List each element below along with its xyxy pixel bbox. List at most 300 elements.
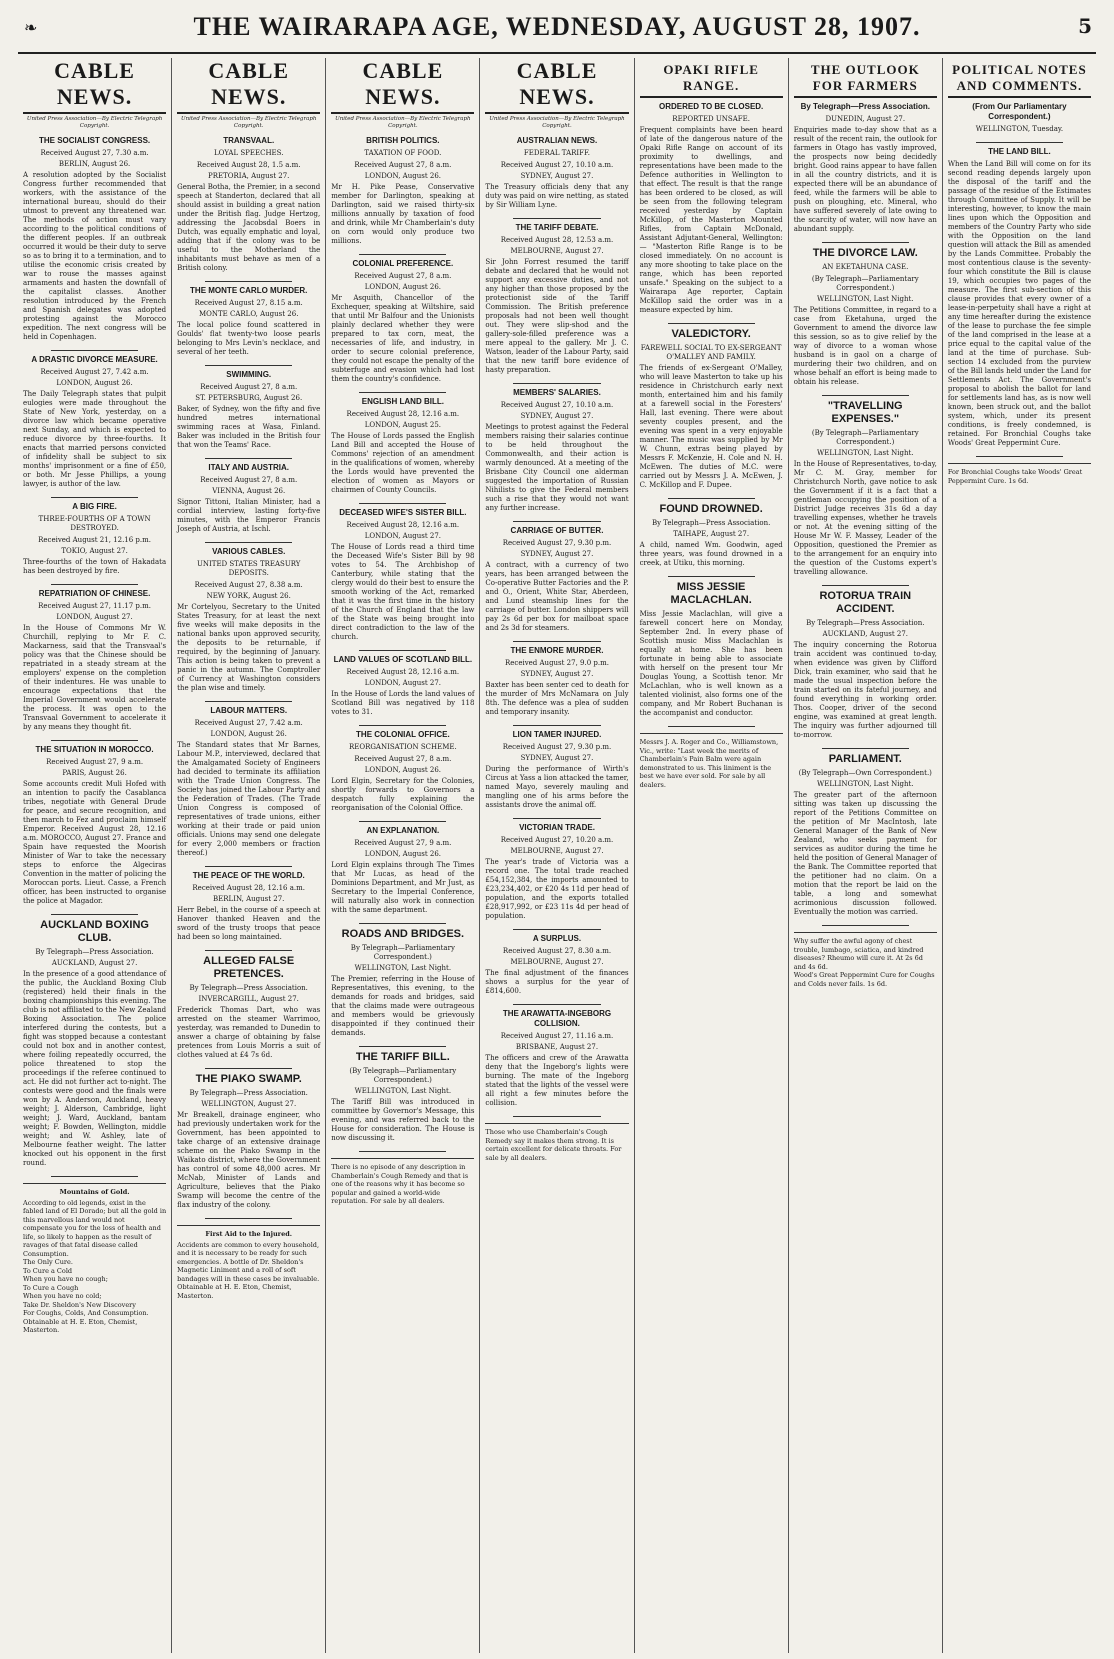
- article: [640, 581, 783, 718]
- article: [331, 397, 474, 495]
- article-divider: [976, 142, 1063, 143]
- article-headline: By Telegraph—Press Association.: [800, 102, 930, 111]
- article-body: The inquiry concerning the Rotorua train accident was continued to-day, when evidence was given by Clifford Dick, train examiner, who said that he made the usual inspection before the train started on its fateful journey, and found everything in working order. Thos. Cooper, driver of the second engine, was examined at great length. The inquiry was further adjourned till to-morrow.: [793, 641, 937, 739]
- article-dateline: SYDNEY, August 27.: [520, 550, 594, 558]
- newspaper-title: THE WAIRARAPA AGE, WEDNESDAY, AUGUST 28, 1907.: [193, 12, 921, 41]
- article-body: In the House of Commons Mr W. Churchill, replying to Mr F. C. Mackarness, said that the Transvaal's policy was that the Chinese should be repatriated in a steady stream at the employers' expense on the completion of their indentures. He was unable to encourage expectations that the Imperial Government would accelerate the process. It was open to the Transvaal Government to accelerate it by any means they thought fit.: [23, 624, 167, 731]
- advertisement-line: For Bronchial Coughs take Woods' Great Peppermint Cure. 1s 6d.: [947, 468, 1083, 485]
- article-body: Herr Bebel, in the course of a speech at Hanover thanked Heaven and the sword of the trusty troops that peace had been so long maintained.: [177, 906, 321, 941]
- article-headline: VALEDICTORY.: [671, 328, 751, 340]
- article-divider: [51, 497, 138, 498]
- article: [485, 646, 628, 717]
- article-received-line: By Telegraph—Parliamentary Correspondent.): [350, 944, 455, 961]
- article: [331, 259, 474, 384]
- advertisement: [177, 1225, 320, 1300]
- article-body: The Standard states that Mr Barnes, Labour M.P., interviewed, declared that the Amalgamated Society of Engineers had decided to terminate its affiliation with the Trade Union Congress. The Society has joined the Labour Party and the Federation of Trades. (The Trade Union Congress is composed of representatives of trade unions, either working at their trade or paid union officials. Unions may send one delegate for every 2,000 members or fraction thereof.): [177, 741, 321, 857]
- article-headline: VARIOUS CABLES.: [212, 547, 286, 556]
- article-headline: A BIG FIRE.: [72, 502, 117, 511]
- article-divider: [359, 821, 446, 822]
- article-divider: [513, 218, 600, 219]
- article: [177, 955, 320, 1060]
- article-divider: [205, 542, 292, 543]
- article-body: Three-fourths of the town of Hakadata has been destroyed by fire.: [23, 558, 167, 575]
- article-body: Lord Elgin, Secretary for the Colonies, shortly forwards to Governors a despatch fully explaining the reorganisation of the Colonial Office.: [331, 777, 475, 812]
- article-body: A resolution adopted by the Socialist Congress further recommended that workers, with the assistance of the international bureau, should do their utmost to prevent any threatened war. The methods of action must vary according to the political conditions of the different peoples. If an outbreak occurred it would be their duty to serve so as to bring it to a termination, and to utilise the economic crisis created by war to rouse the masses against armaments and hasten the downfall of the capitalist classes. Another resolution introduced by the French and Spanish delegates was adopted protesting against the Morocco expedition. The next congress will be held in Copenhagen.: [23, 171, 167, 341]
- article-received-line: By Telegraph—Press Association.: [189, 1089, 308, 1097]
- article-headline: (From Our Parliamentary Correspondent.): [972, 102, 1067, 121]
- advertisement-line: To Cure a Cough: [23, 1283, 79, 1292]
- article-dateline: LONDON, August 26.: [210, 730, 287, 738]
- article-headline: "TRAVELLING EXPENSES.": [827, 400, 903, 425]
- article-body: During the performance of Wirth's Circus at Yass a lion attacked the tamer, named Mayo, severely mauling and mangling one of his arms before the assistants drove the animal off.: [485, 765, 629, 809]
- article-body: Mr H. Pike Pease, Conservative member for Darlington, speaking at Darlington, said we raised thirty-six millions annually by taxation of food and drink, while Mr Chamberlain's duty on corn would only produce two millions.: [331, 183, 475, 245]
- article-received-line: Received August 27, 7.30 a.m.: [40, 149, 149, 157]
- column-credit: United Press Association—By Electric Telegraph Copyright.: [26, 116, 163, 129]
- article-divider: [668, 576, 755, 577]
- column-heading: CABLE NEWS.: [485, 58, 628, 114]
- article-headline: AUCKLAND BOXING CLUB.: [40, 919, 149, 944]
- article-dateline: LONDON, August 27.: [56, 613, 133, 621]
- article-headline: ROTORUA TRAIN ACCIDENT.: [819, 590, 912, 615]
- article: [485, 223, 628, 375]
- article-body: Miss Jessie Maclachlan, will give a farewell concert here on Monday, September 2nd. In every phase of Scottish music Miss Maclachlan is equally at home. She has been fortunate in being able to associate with herself on the present tour Mr Douglas Young, a Scottish tenor. Mr McLachlan, who is well known as a talented violinist, also forms one of the company, and Mr Robert Buchanan is the accompanist and conductor.: [639, 610, 783, 717]
- article-headline: BRITISH POLITICS.: [366, 136, 440, 145]
- article-headline: THE TARIFF BILL.: [355, 1051, 450, 1063]
- article-received-line: Received August 27, 8 a.m.: [354, 161, 452, 169]
- article-received-line: Received August 27, 9.0 p.m.: [504, 659, 609, 667]
- article-headline: THE ARAWATTA-INGEBORG COLLISION.: [502, 1009, 612, 1028]
- article-headline: THE PIAKO SWAMP.: [195, 1073, 302, 1085]
- article-received-line: Received August 27, 9 a.m.: [354, 839, 452, 847]
- article-divider: [205, 1068, 292, 1069]
- advertisement-title: Mountains of Gold.: [59, 1188, 130, 1196]
- advertisement-line: The Only Cure.: [23, 1258, 73, 1266]
- article-headline: LABOUR MATTERS.: [210, 706, 288, 715]
- article-divider: [359, 1046, 446, 1047]
- article-body: The friends of ex-Sergeant O'Malley, who will leave Masterton to take up his residence in Christchurch early next month, entertained him and his family at a farewell social in the Foresters' Hall, last evening. There were about seventy couples present, and the evening was spent in a very enjoyable manner. The music was supplied by Mr W. Chunn, extras being played by Messrs F. McKenzie, H. Cole and N. H. McEwen. The duties of M.C. were carried out by Messrs J. A. McEwen, J. C. McKillop and F. Dupee.: [639, 364, 783, 489]
- article-body: Mr Cortelyou, Secretary to the United States Treasury, for at least the next five weeks will make deposits in the national banks upon approved security, the deposits to be returnable, if required, by the beginning of January. This action is being taken to prevent a panic in the autumn. The Comptroller of Currency at Washington considers the plan wise and timely.: [177, 603, 321, 692]
- article-dateline: WELLINGTON, Last Night.: [354, 1087, 452, 1095]
- article: [177, 136, 320, 273]
- article-body: Lord Elgin explains through The Times that Mr Lucas, as head of the Dominions Department, and Mr Just, as Secretary to the Imperial Conference, will naturally also work in connection with the same department.: [331, 861, 475, 914]
- article-body: Meetings to protest against the Federal members raising their salaries continue to be held throughout the Commonwealth, and their action is warmly denounced. At a meeting of the Brisbane City Council one alderman suggested the importation of Russian Nihilists to give the Federal members such a rise that they would not want any further increase.: [485, 423, 629, 512]
- article-dateline: SYDNEY, August 27.: [520, 754, 594, 762]
- article-subheadline: AN EKETAHUNA CASE.: [822, 263, 909, 271]
- article-subheadline: REPORTED UNSAFE.: [672, 115, 750, 123]
- article-body: In the House of Representatives, to-day, Mr C. M. Gray, member for Christchurch North, gave notice to ask the Government if it is a fact that a gentleman occupying the position of a District Judge receives 31s 6d a day travelling expenses, whether he travels or not. At the evening sitting of the House Mr W. F. Massey, Leader of the Opposition, questioned the Premier as to the arrangement for an enquiry into the question of the Customs expert's travelling allowance.: [793, 460, 937, 576]
- article-body: The Petitions Committee, in regard to a case from Eketahuna, urged the Government to amend the divorce law this session, so as to give relief by the way of divorce to a woman whose husband is in gaol on a charge of murdering their two children, and on whose behalf an effort is being made to obtain his release.: [793, 306, 937, 386]
- column-6: [789, 58, 943, 1653]
- article-divider: [668, 498, 755, 499]
- article-headline: COLONIAL PREFERENCE.: [352, 259, 454, 268]
- article: [485, 730, 628, 810]
- column-credit: United Press Association—By Electric Telegraph Copyright.: [180, 116, 317, 129]
- article-subheadline: FAREWELL SOCIAL TO EX-SERGEANT O'MALLEY AND FAMILY.: [640, 344, 782, 361]
- article-body: Some accounts credit Muli Hofed with an intention to pacify the Casablanca tribes, negotiate with General Drude for peace, and secure recognition, and then march to Fez and proclaim himself Emperor. Received August 28, 12.16 a.m. MOROCCO, August 27. France and Spain have requested the Moorish Minister of War to take the necessary steps to enforce the Algeciras Convention in the matter of policing the Moroccan ports. Lieut. Casse, a French officer, has been instructed to organise the police at Magador.: [23, 780, 167, 905]
- article: [177, 463, 320, 534]
- article-divider: [205, 281, 292, 282]
- article-headline: THE SOCIALIST CONGRESS.: [39, 136, 151, 145]
- article-divider: [51, 350, 138, 351]
- article-received-line: Received August 27, 8 a.m.: [200, 476, 298, 484]
- article-received-line: Received August 27, 7.42 a.m.: [40, 368, 149, 376]
- article: [331, 1051, 474, 1143]
- article-divider: [205, 1218, 292, 1219]
- article-body: The final adjustment of the finances shows a surplus for the year of £814,600.: [485, 969, 629, 995]
- article: [485, 1009, 628, 1108]
- column-heading: THE OUTLOOK FOR FARMERS: [794, 58, 937, 98]
- advertisement-line: When you have no cough;: [23, 1275, 108, 1283]
- article-received-line: Received August 28, 12.53 a.m.: [500, 236, 614, 244]
- article: [948, 102, 1091, 134]
- article: [177, 370, 320, 450]
- article-body: The local police found scattered in Goulds' flat twenty-two loose pearls belonging to Mrs Levin's necklace, and several of her teeth.: [177, 321, 321, 356]
- article-received-line: Received August 28, 12.16 a.m.: [346, 521, 460, 529]
- article: [177, 706, 320, 858]
- article-body: Signor Tittoni, Italian Minister, had a cordial interview, lasting forty-five minutes, with the Emperor Francis Joseph of Austria, at Ischl.: [177, 498, 321, 533]
- article-subheadline: FEDERAL TARIFF.: [523, 149, 591, 157]
- article-headline: LION TAMER INJURED.: [512, 730, 602, 739]
- article-received-line: Received August 28, 12.16 a.m.: [192, 884, 305, 892]
- article-headline: THE TARIFF DEBATE.: [515, 223, 599, 232]
- article: [640, 503, 783, 568]
- article-dateline: WELLINGTON, Last Night.: [817, 295, 914, 303]
- advertisement: [485, 1123, 628, 1162]
- article-body: In the House of Lords the land values of Scotland Bill was negatived by 118 votes to 31.: [331, 690, 475, 716]
- column-heading: OPAKI RIFLE RANGE.: [640, 58, 783, 98]
- article: [23, 919, 166, 1168]
- article-divider: [205, 365, 292, 366]
- article-dateline: LONDON, August 25.: [364, 421, 441, 429]
- article-dateline: BRISBANE, August 27.: [515, 1043, 599, 1051]
- article-dateline: WELLINGTON, August 27.: [201, 1100, 297, 1108]
- article-received-line: Received August 28, 1.5 a.m.: [196, 161, 301, 169]
- article-dateline: LONDON, August 26.: [364, 172, 441, 180]
- article-divider: [359, 725, 446, 726]
- article: [640, 328, 783, 490]
- article-divider: [976, 456, 1063, 457]
- column-credit: United Press Association—By Electric Telegraph Copyright.: [489, 116, 625, 129]
- article-received-line: (By Telegraph—Parliamentary Correspondent.): [811, 275, 919, 292]
- article: [485, 526, 628, 633]
- article-dateline: MELBOURNE, August 27.: [510, 958, 604, 966]
- advertisement-line: Messrs J. A. Roger and Co., Williamstown, Vic., write: "Last week the merits of Chamberlain's Pain Balm were again demonstrated to us. This liniment is the best we have ever sold. For sale by all dealers.: [639, 738, 779, 789]
- article-dateline: WELLINGTON, Last Night.: [817, 449, 914, 457]
- article-divider: [359, 392, 446, 393]
- article-received-line: Received August 28, 12.16 a.m.: [346, 410, 460, 418]
- article-headline: THE COLONIAL OFFICE.: [356, 730, 450, 739]
- article: [331, 655, 474, 717]
- article-headline: THE DIVORCE LAW.: [812, 247, 918, 259]
- article-headline: MISS JESSIE MACLACHLAN.: [670, 581, 752, 606]
- article-divider: [359, 1151, 446, 1152]
- article-divider: [51, 1176, 138, 1177]
- article-divider: [205, 950, 292, 951]
- article: [794, 590, 937, 740]
- article-dateline: MELBOURNE, August 27.: [510, 847, 604, 855]
- article-dateline: LONDON, August 26.: [364, 850, 441, 858]
- article: [23, 589, 166, 732]
- column-3: [326, 58, 480, 1653]
- advertisement-line: Accidents are common to every household, and it is necessary to be ready for such emergencies. A bottle of Dr. Sheldon's Magnetic Liniment and a roll of soft bandages will in these cases be invaluable.: [177, 1240, 320, 1283]
- article-divider: [51, 914, 138, 915]
- article-headline: REPATRIATION OF CHINESE.: [38, 589, 151, 598]
- article-divider: [822, 748, 909, 749]
- article-dateline: DUNEDIN, August 27.: [825, 115, 906, 123]
- article: [23, 355, 166, 489]
- article-dateline: WELLINGTON, Last Night.: [817, 780, 914, 788]
- article: [331, 730, 474, 813]
- article-received-line: Received August 27, 10.10 a.m.: [500, 401, 614, 409]
- article: [485, 934, 628, 996]
- article-headline: DECEASED WIFE'S SISTER BILL.: [339, 508, 467, 517]
- article-headline: CARRIAGE OF BUTTER.: [510, 526, 604, 535]
- article-dateline: TOKIO, August 27.: [61, 547, 128, 555]
- article-received-line: Received August 28, 12.16 a.m.: [346, 668, 460, 676]
- column-heading: CABLE NEWS.: [23, 58, 166, 114]
- advertisement-line: There is no episode of any description in Chamberlain's Cough Remedy and that is one of the reasons why it has become so popular and gained a world-wide reputation. For sale by all dealers.: [331, 1163, 469, 1205]
- advertisement: [331, 1158, 474, 1206]
- article-dateline: AUCKLAND, August 27.: [51, 959, 138, 967]
- article-received-line: By Telegraph—Press Association.: [806, 619, 925, 627]
- article-headline: LAND VALUES OF SCOTLAND BILL.: [333, 655, 473, 664]
- article-dateline: PARIS, August 26.: [62, 769, 127, 777]
- article-dateline: VIENNA, August 26.: [212, 487, 286, 495]
- article-headline: TRANSVAAL.: [223, 136, 275, 145]
- advertisement-line: According to old legends, exist in the fabled land of El Dorado; but all the gold in this marvellous land would not compensate you for the loss of health and life, so likely to happen as the result of ravages of that fatal disease called Consumption.: [23, 1198, 167, 1258]
- article: [331, 136, 474, 246]
- advertisement: [640, 733, 783, 789]
- article-dateline: BERLIN, August 27.: [213, 895, 285, 903]
- article-body: Frederick Thomas Dart, who was arrested on the steamer Warrimoo, yesterday, was remanded to Dunedin to answer a charge of obtaining by false pretences from Louis Morris a suit of clothes valued at £4 7s 6d.: [177, 1006, 321, 1059]
- article-received-line: Received August 27, 9.30 p.m.: [502, 539, 612, 547]
- article-divider: [359, 503, 446, 504]
- article-divider: [822, 242, 909, 243]
- advertisement-line: Obtainable at H. E. Eton, Chemist, Masterton.: [23, 1317, 138, 1334]
- article-received-line: Received August 27, 9 a.m.: [46, 758, 144, 766]
- article-received-line: Received August 21, 12.16 p.m.: [38, 536, 152, 544]
- article-dateline: LONDON, August 27.: [364, 532, 441, 540]
- masthead: [18, 2, 1096, 54]
- article-headline: ORDERED TO BE CLOSED.: [658, 102, 764, 111]
- article-headline: MEMBERS' SALARIES.: [513, 388, 601, 397]
- article-body: The Tariff Bill was introduced in committee by Governor's Message, this evening, and was referred back to the House for consideration. The House is now discussing it.: [331, 1098, 475, 1142]
- masthead-ornament: ❧: [24, 18, 38, 37]
- article: [331, 826, 474, 915]
- article-divider: [513, 641, 600, 642]
- article-divider: [513, 1116, 600, 1117]
- article: [485, 388, 628, 513]
- article-received-line: Received August 27, 11.17 p.m.: [38, 602, 152, 610]
- column-heading: CABLE NEWS.: [331, 58, 474, 114]
- article-headline: AN EXPLANATION.: [366, 826, 440, 835]
- article-dateline: BERLIN, August 26.: [58, 160, 131, 168]
- article-headline: ITALY AND AUSTRIA.: [208, 463, 290, 472]
- advertisement-line: Obtainable at H. E. Eton, Chemist, Masterton.: [177, 1283, 292, 1300]
- advertisement: [794, 932, 937, 988]
- article-received-line: Received August 27, 8 a.m.: [200, 383, 298, 391]
- article: [948, 147, 1091, 448]
- advertisement-line: Why suffer the awful agony of chest trouble, lumbago, sciatica, and kindred diseases? Rheumo will cure it. At 2s 6d and 4s 6d.: [793, 937, 924, 971]
- article-headline: THE MONTE CARLO MURDER.: [190, 286, 308, 295]
- article-headline: THE PEACE OF THE WORLD.: [192, 871, 305, 880]
- article-dateline: MONTE CARLO, August 26.: [198, 310, 299, 318]
- article-body: Enquiries made to-day show that as a result of the recent rain, the outlook for farmers in Otago has vastly improved, the prospects now being decidedly bright. Good rains appear to have fallen in all the country districts, and it is expected there will be an abundance of feed, while the farmers will be able to push on ploughing, etc. Mineral, who have suffered severely of late owing to the scarcity of water, will now have an abundant supply.: [793, 126, 937, 233]
- article-headline: A DRASTIC DIVORCE MEASURE.: [31, 355, 158, 364]
- article-body: Frequent complaints have been heard of late of the dangerous nature of the Opaki Rifle Range on account of its proximity to dwellings, and representations have been made to the Defence authorities in Wellington to that effect. The result is that the range has been ordered to be closed, as will be seen from the following telegram received yesterday by Captain McKillop, of the Masterton Mounted Rifles, from Captain McDonald, Assistant Adjutant-General, Wellington:— "Masterton Rifle Range is to be closed immediately. On no account is any more shooting to take place on the range, which has been reported unsafe." Speaking on the subject to a Wairarapa Age reporter, Captain McKillop said the order was in a measure expected by him.: [639, 126, 783, 314]
- article-received-line: Received August 27, 8.30 a.m.: [502, 947, 612, 955]
- article-divider: [513, 725, 600, 726]
- article-headline: FOUND DROWNED.: [659, 503, 763, 515]
- article-dateline: SYDNEY, August 27.: [520, 172, 594, 180]
- article-received-line: Received August 27, 8 a.m.: [354, 272, 452, 280]
- article-divider: [51, 740, 138, 741]
- article: [177, 286, 320, 357]
- article-subheadline: THREE-FOURTHS OF A TOWN DESTROYED.: [38, 515, 151, 532]
- article: [23, 502, 166, 576]
- article-body: The House of Lords read a third time the Deceased Wife's Sister Bill by 98 votes to 54. The Archbishop of Canterbury, while stating that the clergy would do their best to ensure the smooth working of the Act, remarked that it was the first time in the history of the Church of England that the law of the State was being brought into direct contradiction to the law of the church.: [331, 543, 475, 641]
- article-dateline: AUCKLAND, August 27.: [822, 630, 909, 638]
- article: [177, 871, 320, 942]
- column-credit: United Press Association—By Electric Telegraph Copyright.: [335, 116, 471, 129]
- article-received-line: (By Telegraph—Parliamentary Correspondent.): [811, 429, 919, 446]
- article-divider: [513, 1004, 600, 1005]
- article-headline: SWIMMING.: [226, 370, 272, 379]
- article-dateline: LONDON, August 26.: [364, 766, 441, 774]
- article-body: When the Land Bill will come on for its second reading depends largely upon the disposal of the tariff and the passage of the residue of the Estimates through Committee of Supply. It will be interesting, however, to know the main lines upon which the Opposition and members of the Country Party who side with the Opposition on the land question will attack the Bill as amended by the Lands Committee. Probably the most contentious clause is the seventy-four which constitute the Bill is clause 19, which occupies two pages of the measure. The first sub-section of this clause provides that every owner of a lease-in-perpetuity shall have a right at any time hereafter during the existence of the lease to purchase the fee simple of the land comprised in the lease at a price equal to the capital value of the land at the time of purchase. Sub-section 14 excluded from the purview of the Bill lands held under the Land for Settlements Act. The Government's proposal to abolish the ballot for land for settlements land has, as is now well known, been struck out, and the ballot system, which, under its present conditions, is freely condemned, is retained. For Bronchial Coughs take Woods' Great Peppermint Cure.: [947, 160, 1091, 447]
- article-headline: PARLIAMENT.: [828, 753, 902, 765]
- article-subheadline: TAXATION OF FOOD.: [364, 149, 442, 157]
- article-body: Baker, of Sydney, won the fifty and five hundred metres international swimming races at Wasa, Finland. Baker was included in the British four that won the Teams' Race.: [177, 405, 321, 449]
- column-heading: POLITICAL NOTES AND COMMENTS.: [948, 58, 1091, 98]
- article-dateline: INVERCARGILL, August 27.: [198, 995, 299, 1003]
- article-dateline: WELLINGTON, Last Night.: [354, 964, 452, 972]
- article-divider: [822, 585, 909, 586]
- article: [794, 247, 937, 387]
- article: [794, 400, 937, 577]
- article-divider: [205, 866, 292, 867]
- column-2: [172, 58, 326, 1653]
- article-headline: VICTORIAN TRADE.: [519, 823, 595, 832]
- article-body: A contract, with a currency of two years, has been arranged between the Co-operative Butter Factories and the P. and O., Orient, White Star, Aberdeen, and Lund steamship lines for the carriage of butter. London shippers will pay 2s 6d per box for mailboat space and 2s 3d for steamers.: [485, 561, 629, 632]
- article-divider: [513, 929, 600, 930]
- article-body: General Botha, the Premier, in a second speech at Standerton, declared that all should assist in building a great nation under the British flag. Judge Hertzog, addressing the Jacobsdal Boers in Dutch, was equally emphatic and loyal, adding that if the colony was to be useful to the Motherland the inhabitants must behave as men of a British colony.: [177, 183, 321, 272]
- article-divider: [51, 584, 138, 585]
- article-divider: [359, 923, 446, 924]
- article: [177, 547, 320, 693]
- column-heading: CABLE NEWS.: [177, 58, 320, 114]
- article-received-line: By Telegraph—Press Association.: [35, 948, 154, 956]
- article: [640, 102, 783, 315]
- article-subheadline: UNITED STATES TREASURY DEPOSITS.: [196, 560, 301, 577]
- article-received-line: Received August 27, 7.42 a.m.: [194, 719, 303, 727]
- article-body: A child, named Wm. Goodwin, aged three years, was found drowned in a creek, at Utiku, this morning.: [639, 541, 783, 567]
- article-body: Sir John Forrest resumed the tariff debate and declared that he would not support any excessive duties, and not any higher than those proposed by the protectionist side of the Tariff Commission. The British preference proposals had not been well thought out. They were slip-shod and the gallery-sole-filled preference was a mere appeal to the gallery. Mr J. C. Watson, leader of the Labour Party, said that the new tariff bore evidence of hasty preparation.: [485, 258, 629, 374]
- article-received-line: Received August 27, 10.20 a.m.: [500, 836, 614, 844]
- advertisement: [23, 1183, 166, 1335]
- article-headline: THE LAND BILL.: [988, 147, 1051, 156]
- article-received-line: (By Telegraph—Own Correspondent.): [798, 769, 932, 777]
- article-subheadline: REORGANISATION SCHEME.: [348, 743, 457, 751]
- article-divider: [513, 383, 600, 384]
- article-headline: ROADS AND BRIDGES.: [341, 928, 465, 940]
- article-body: Mr Asquith, Chancellor of the Exchequer, speaking at Wiltshire, said that until Mr Balfour and the Unionists plainly declared whether they were prepared to tax corn, meat, the necessaries of life, and industry, in order to secure colonial preference, they could not escape the penalty of the subterfuge and evasion which had lost them the country's confidence.: [331, 294, 475, 383]
- article: [331, 928, 474, 1038]
- page-number: 5: [1078, 14, 1092, 38]
- article-body: In the presence of a good attendance of the public, the Auckland Boxing Club (registered) held their finals in the boxing championships this evening. The club is not affiliated to the New Zealand Boxing Association. The police interfered during the contests, but a fight was stopped because a contestant could not box and in another contest, where foiling repeatedly occurred, the police threatened to stop the proceedings if the referee continued to act. He did not further act to-night. The contests were good and the finals were won by A. Anderson, Auckland, heavy weight; J. Alderson, Cambridge, light weight; J. Ward, Auckland, bantam weight; F. Bowden, Wellington, middle weight; and W. Ashley, late of Melbourne feather weight. The latter knocked out his opponent in the first round.: [23, 970, 167, 1167]
- article: [794, 753, 937, 917]
- article-headline: ALLEGED FALSE PRETENCES.: [203, 955, 295, 980]
- article: [23, 136, 166, 342]
- advertisement-line: Those who use Chamberlain's Cough Remedy say it makes them strong. It is certain excellent for delicate throats. For sale by all dealers.: [485, 1128, 622, 1162]
- article-body: The Treasury officials deny that any duty was paid on wire netting, as stated by Sir William Lyne.: [485, 183, 629, 209]
- article-headline: AUSTRALIAN NEWS.: [516, 136, 598, 145]
- article-dateline: SYDNEY, August 27.: [520, 670, 594, 678]
- article: [485, 136, 628, 210]
- advertisement-line: To Cure a Cold: [23, 1266, 73, 1275]
- article-dateline: PRETORIA, August 27.: [208, 172, 290, 180]
- advertisement-line: When you have no cold;: [23, 1292, 102, 1300]
- article-divider: [359, 650, 446, 651]
- article-received-line: Received August 27, 8.38 a.m.: [194, 581, 303, 589]
- column-7: [943, 58, 1096, 1653]
- article-body: The House of Lords passed the English Land Bill and accepted the House of Commons' rejection of an amendment in the qualifications of women, whereby the Lords would have prevented the election of women as Mayors or chairmen of County Councils.: [331, 432, 475, 494]
- article-dateline: MELBOURNE, August 27.: [510, 247, 604, 255]
- article-body: The year's trade of Victoria was a record one. The total trade reached £54,152,384, the imports amounted to £23,234,402, or £20 4s 11d per head of population, and the exports totalled £28,917,992, or £23 11s 4d per head of population.: [485, 858, 629, 920]
- article-dateline: WELLINGTON, Tuesday.: [975, 125, 1064, 133]
- article-dateline: LONDON, August 26.: [364, 283, 441, 291]
- advertisement-line: Wood's Great Peppermint Cure for Coughs and Colds never fails. 1s 6d.: [793, 971, 935, 988]
- article: [23, 745, 166, 906]
- article-received-line: Received August 27, 8 a.m.: [354, 755, 452, 763]
- article-received-line: Received August 27, 10.10 a.m.: [500, 161, 614, 169]
- advertisement-line: Take Dr. Sheldon's New Discovery: [23, 1300, 136, 1309]
- article-divider: [668, 726, 755, 727]
- advertisement-line: For Coughs, Colds, And Consumption.: [23, 1309, 149, 1317]
- article-headline: ENGLISH LAND BILL.: [361, 397, 444, 406]
- article-received-line: Received August 27, 8.15 a.m.: [194, 299, 303, 307]
- article-received-line: Received August 27, 11.16 a.m.: [500, 1032, 614, 1040]
- article-dateline: LONDON, August 26.: [56, 379, 133, 387]
- article-dateline: SYDNEY, August 27.: [520, 412, 594, 420]
- article-dateline: TAIHAPE, August 27.: [673, 530, 750, 538]
- article-headline: A SURPLUS.: [532, 934, 582, 943]
- column-5: [635, 58, 789, 1653]
- article-body: The officers and crew of the Arawatta deny that the Ingeborg's lights were burning. The mate of the Ingeborg stated that the lights of the vessel were all right a few minutes before the collision.: [485, 1054, 629, 1107]
- advertisement-title: First Aid to the Injured.: [205, 1230, 293, 1238]
- article-received-line: Received August 27, 9.30 p.m.: [502, 743, 612, 751]
- article: [794, 102, 937, 234]
- article-divider: [822, 395, 909, 396]
- column-1: [18, 58, 172, 1653]
- article-dateline: NEW YORK, August 26.: [206, 592, 291, 600]
- article-divider: [205, 458, 292, 459]
- article-dateline: LONDON, August 27.: [364, 679, 441, 687]
- article-subheadline: LOYAL SPEECHES.: [213, 149, 284, 157]
- article-headline: THE SITUATION IN MOROCCO.: [35, 745, 154, 754]
- advertisement: [948, 463, 1091, 485]
- article-received-line: By Telegraph—Press Association.: [651, 519, 771, 527]
- article-body: The Premier, referring in the House of Representatives, this evening, to the demands for roads and bridges, said that the claims made were outrageous and members would be grievously disappointed if they continued their demands.: [331, 975, 475, 1037]
- article-received-line: By Telegraph—Press Association.: [189, 984, 308, 992]
- article-body: Baxter has been senter ced to death for the murder of Mrs McNamara on July 8th. The defence was a plea of sudden and temporary insanity.: [485, 681, 629, 716]
- article-received-line: (By Telegraph—Parliamentary Correspondent.): [349, 1067, 457, 1084]
- article-divider: [359, 254, 446, 255]
- column-4: [480, 58, 634, 1653]
- article-divider: [513, 818, 600, 819]
- article-divider: [668, 323, 755, 324]
- columns-container: [18, 58, 1096, 1653]
